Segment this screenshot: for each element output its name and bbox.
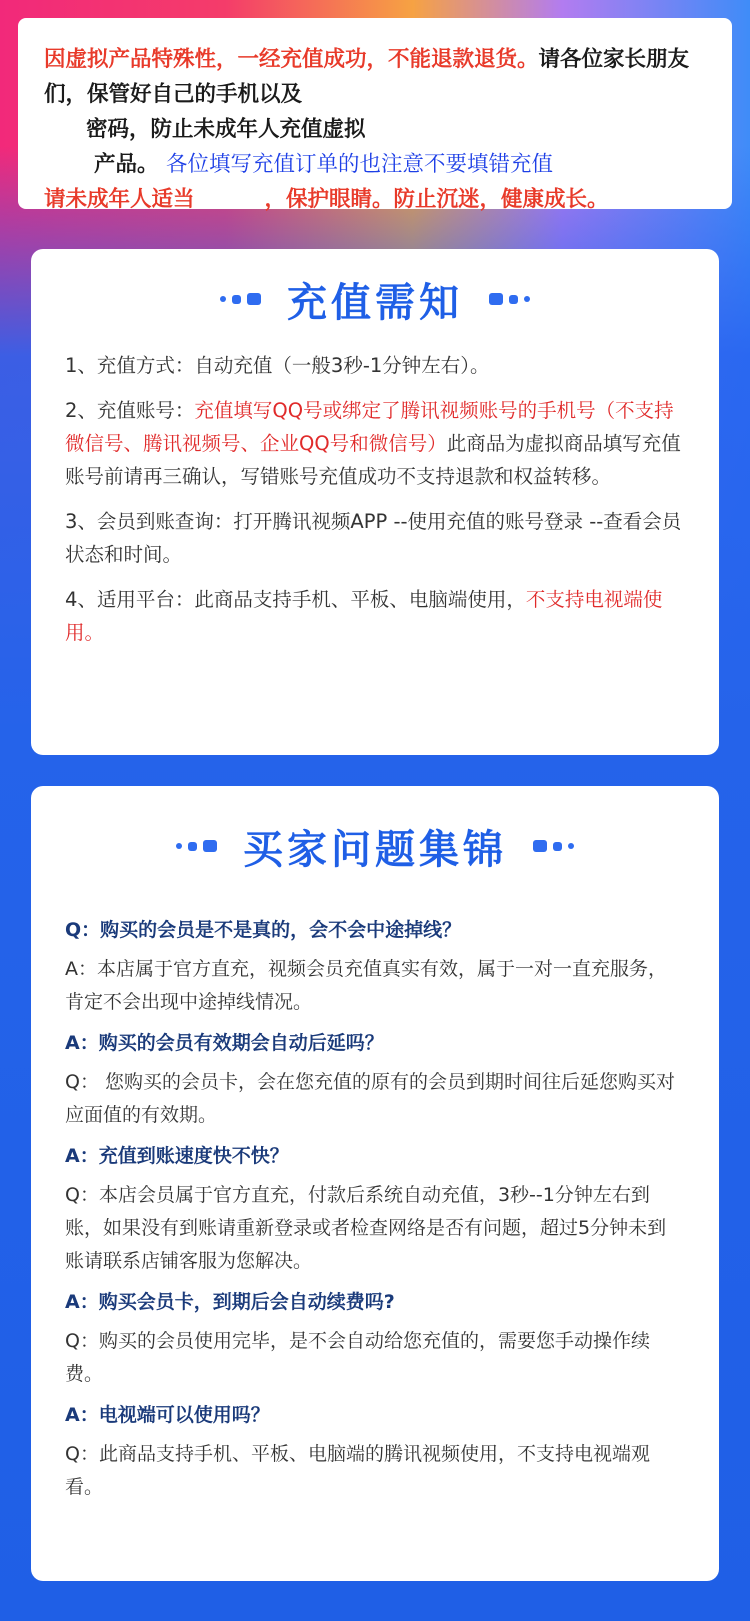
recharge-notice-card	[31, 249, 719, 755]
faq-answer: Q：购买的会员使用完毕，是不会自动给您充值的，需要您手动操作续费。	[65, 1330, 650, 1385]
notice-line-3: 产品。 各位填写充值订单的也注意不要填错充值	[94, 152, 554, 177]
recharge-notice-list	[65, 349, 685, 649]
list-item: 3、会员到账查询：打开腾讯视频APP --使用充值的账号登录 --查看会员状态和时间。	[65, 510, 682, 566]
notice-line-2: 密码，防止未成年人充值虚拟	[86, 117, 366, 142]
faq-answer: Q：此商品支持手机、平板、电脑端的腾讯视频使用，不支持电视端观看。	[65, 1443, 650, 1498]
faq-answer: Q： 您购买的会员卡，会在您充值的原有的会员到期时间往后延您购买对应面值的有效期。	[65, 1071, 675, 1126]
notice-line-1: 因虚拟产品特殊性，一经充值成功，不能退款退货。请各位家长朋友们，保管好自己的手机以及	[44, 47, 690, 107]
section-title: 买家问题集锦	[243, 826, 507, 873]
list-item: 4、适用平台：此商品支持手机、平板、电脑端使用，不支持电视端使用。	[65, 588, 663, 644]
notice-line-4: 请未成年人适当 ，保护眼睛。防止沉迷，健康成长。	[44, 187, 609, 212]
faq-question: A：购买会员卡，到期后会自动续费吗?	[65, 1291, 395, 1313]
section-title-row	[65, 249, 685, 349]
title-dots-right-icon	[489, 293, 530, 305]
faq-question: Q：购买的会员是不是真的，会不会中途掉线？	[65, 919, 462, 941]
title-dots-left-icon	[220, 293, 261, 305]
faq-answer: A：本店属于官方直充，视频会员充值真实有效，属于一对一直充服务，肯定不会出现中途掉线情况。	[65, 958, 667, 1013]
title-dots-right-icon	[533, 840, 574, 852]
faq-answer: Q：本店会员属于官方直充，付款后系统自动充值，3秒--1分钟左右到账，如果没有到账请重新登录或者检查网络是否有问题，超过5分钟未到账请联系店铺客服为您解决。	[65, 1184, 667, 1272]
section-title: 充值需知	[287, 279, 463, 326]
faq-question: A：充值到账速度快不快？	[65, 1145, 289, 1167]
faq-question: A：购买的会员有效期会自动后延吗？	[65, 1032, 384, 1054]
section-title-row	[65, 786, 685, 906]
title-dots-left-icon	[176, 840, 217, 852]
faq-question: A：电视端可以使用吗？	[65, 1404, 270, 1426]
list-item: 2、充值账号：充值填写QQ号或绑定了腾讯视频账号的手机号（不支持微信号、腾讯视频号、企业QQ号和微信号）此商品为虚拟商品填写充值账号前请再三确认，写错账号充值成功不支持退款和权益转移。	[65, 399, 681, 488]
notice-card	[18, 18, 732, 212]
list-item: 1、充值方式：自动充值（一般3秒-1分钟左右）。	[65, 354, 490, 377]
faq-list	[65, 914, 685, 1504]
faq-card	[31, 786, 719, 1581]
